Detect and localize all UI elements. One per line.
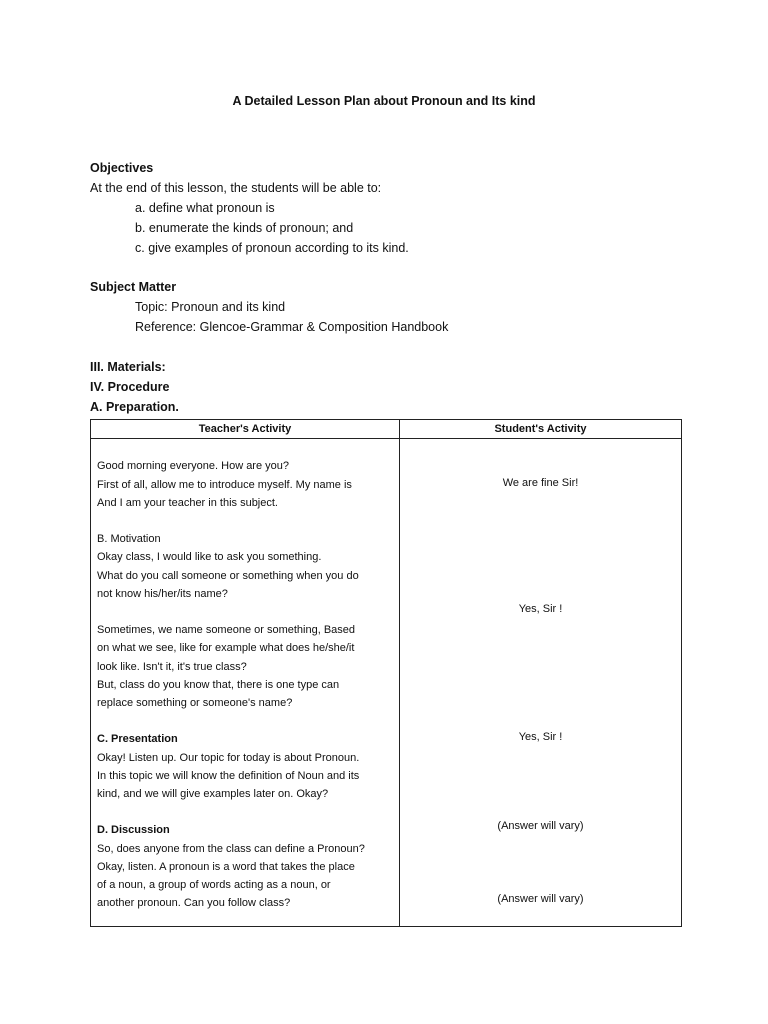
teacher-line: look like. Isn't it, it's true class? — [97, 660, 247, 673]
teacher-activity-header: Teacher's Activity — [91, 420, 400, 439]
teacher-line: on what we see, like for example what does he/she/it — [97, 642, 355, 655]
procedure-heading: IV. Procedure — [90, 380, 170, 394]
teacher-line: But, class do you know that, there is one type can — [97, 678, 340, 691]
table-row — [91, 439, 682, 927]
presentation-title: C. Presentation — [97, 733, 178, 746]
student-response: Yes, Sir ! — [518, 603, 563, 616]
student-response: Yes, Sir ! — [518, 731, 563, 744]
document-title: A Detailed Lesson Plan about Pronoun and Its kind — [232, 94, 536, 108]
student-activity-cell — [400, 439, 682, 927]
teacher-line: another pronoun. Can you follow class? — [97, 897, 291, 910]
procedure-section — [90, 357, 179, 417]
teacher-line: kind, and we will give examples later on. Okay? — [97, 788, 329, 800]
subject-topic: Topic: Pronoun and its kind — [135, 300, 286, 314]
objective-item: a. define what pronoun is — [135, 201, 275, 215]
objective-item: c. give examples of pronoun according to its kind. — [135, 241, 409, 255]
student-activity-header: Student's Activity — [400, 420, 682, 439]
activity-table — [90, 419, 682, 927]
teacher-line: Okay! Listen up. Our topic for today is about Pronoun. — [97, 751, 360, 764]
teacher-line: What do you call someone or something when you do — [97, 569, 359, 582]
teacher-line: In this topic we will know the definition of Noun and its — [97, 769, 360, 782]
motivation-title: B. Motivation — [97, 533, 161, 546]
objective-item: b. enumerate the kinds of pronoun; and — [135, 221, 354, 235]
teacher-line: So, does anyone from the class can define a Pronoun? — [97, 842, 365, 855]
preparation-heading: A. Preparation. — [90, 400, 179, 414]
subject-matter-heading: Subject Matter — [90, 280, 177, 294]
student-response: (Answer will vary) — [497, 820, 584, 833]
student-response: (Answer will vary) — [497, 893, 584, 906]
subject-reference: Reference: Glencoe-Grammar & Composition Handbook — [135, 320, 449, 334]
teacher-line: Sometimes, we name someone or something, Based — [97, 624, 356, 637]
teacher-line: of a noun, a group of words acting as a noun, or — [97, 879, 331, 891]
teacher-line: not know his/her/its name? — [97, 587, 228, 600]
objectives-heading: Objectives — [90, 161, 154, 175]
teacher-line: Okay class, I would like to ask you something. — [97, 551, 322, 564]
table-header-row — [91, 420, 682, 439]
teacher-line: Okay, listen. A pronoun is a word that takes the place — [97, 860, 355, 873]
objectives-intro: At the end of this lesson, the students will be able to: — [90, 181, 382, 195]
objectives-section — [90, 158, 409, 258]
teacher-line: And I am your teacher in this subject. — [97, 496, 278, 509]
teacher-line: replace something or someone's name? — [97, 697, 293, 709]
student-response: We are fine Sir! — [502, 477, 579, 490]
teacher-line: First of all, allow me to introduce myself. My name is — [97, 478, 352, 491]
teacher-activity-cell — [91, 439, 400, 927]
discussion-title: D. Discussion — [97, 824, 170, 837]
subject-matter-section — [90, 277, 448, 337]
materials-heading: III. Materials: — [90, 360, 166, 374]
teacher-line: Good morning everyone. How are you? — [97, 460, 289, 473]
